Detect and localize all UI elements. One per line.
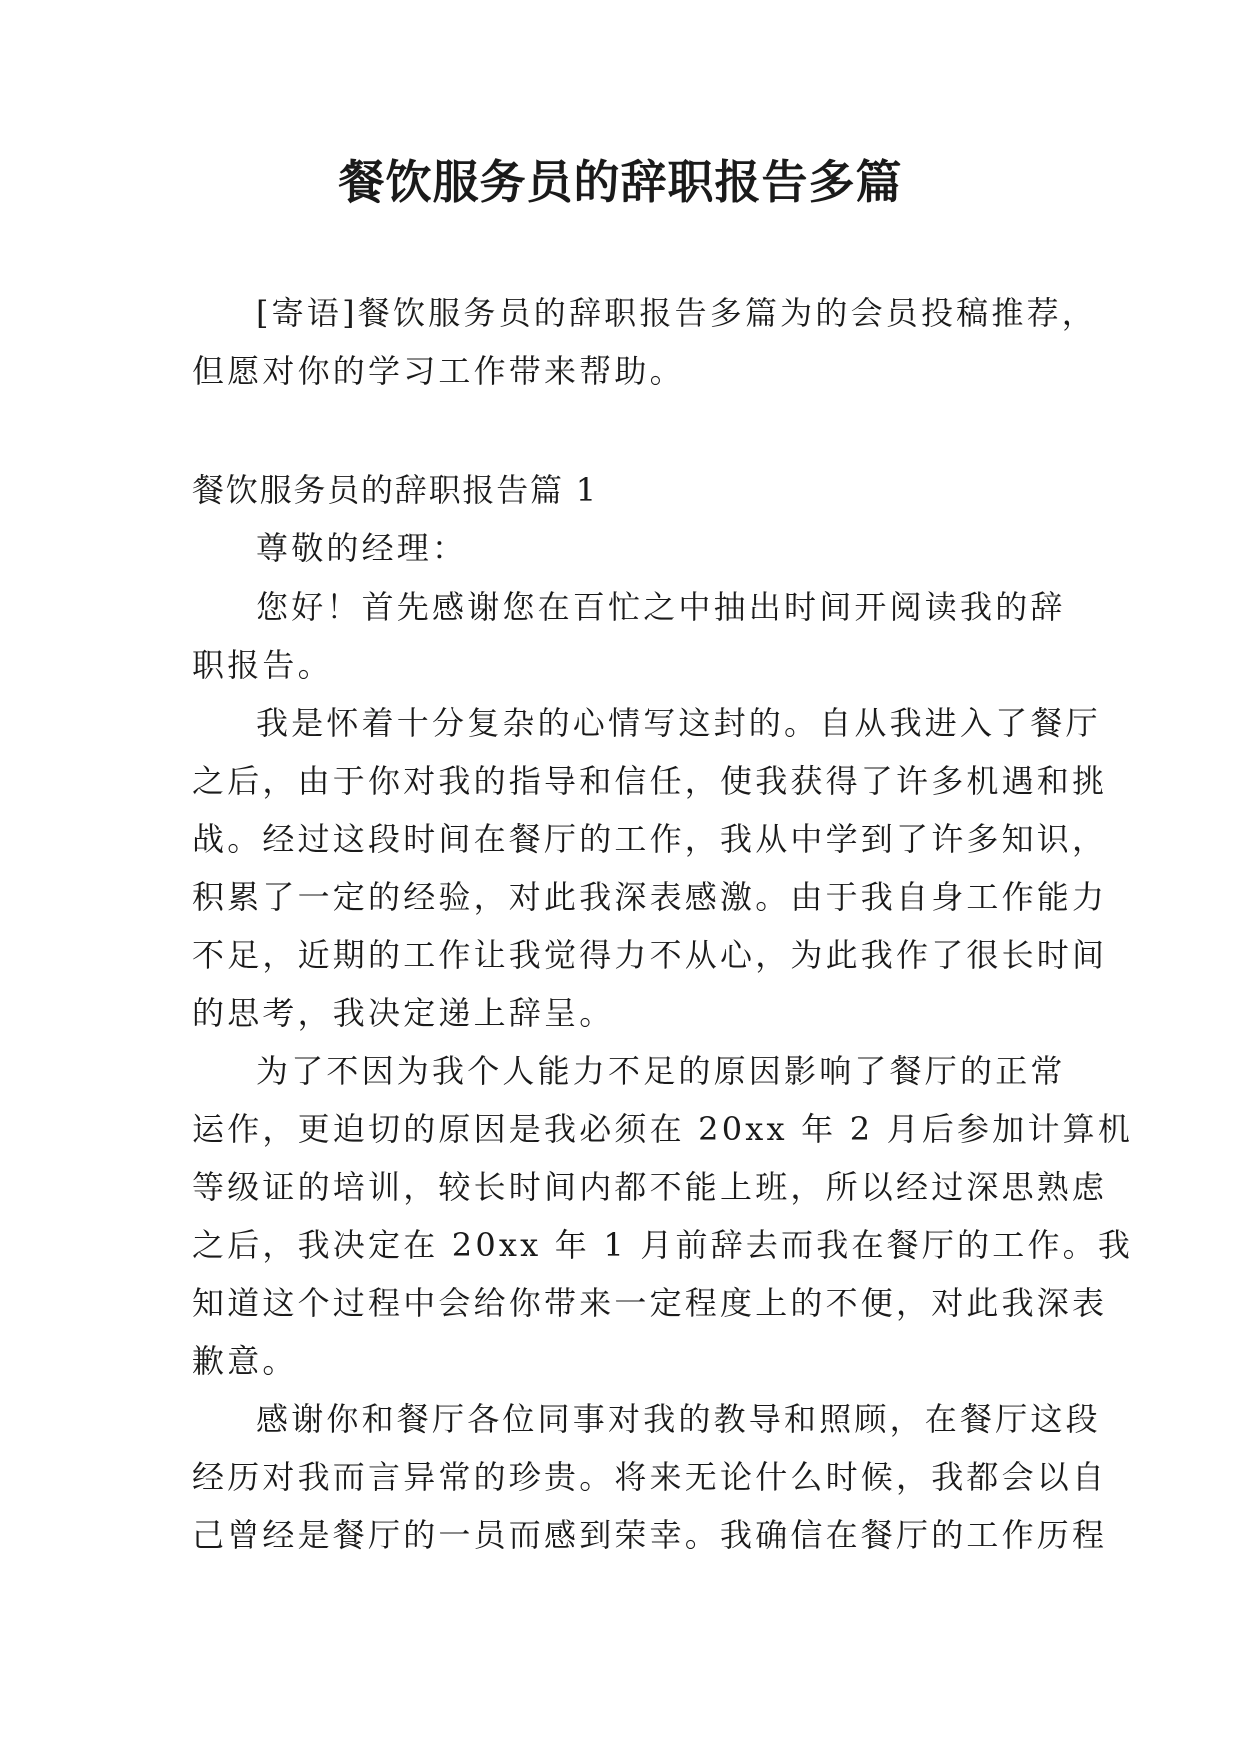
paragraph-line: 运作，更迫切的原因是我必须在 20xx 年 2 月后参加计算机 [192, 1110, 1134, 1148]
paragraph-line: 之后，我决定在 20xx 年 1 月前辞去而我在餐厅的工作。我 [192, 1226, 1134, 1264]
paragraph-line: 为了不因为我个人能力不足的原因影响了餐厅的正常 [256, 1052, 1066, 1090]
paragraph-line: 积累了一定的经验，对此我深表感激。由于我自身工作能力 [192, 878, 1108, 916]
document-title: 餐饮服务员的辞职报告多篇 [338, 155, 903, 209]
paragraph-line: 您好！首先感谢您在百忙之中抽出时间开阅读我的辞 [256, 588, 1066, 626]
paragraph-line: 知道这个过程中会给你带来一定程度上的不便，对此我深表 [192, 1284, 1108, 1322]
paragraph-line: 己曾经是餐厅的一员而感到荣幸。我确信在餐厅的工作历程 [192, 1516, 1108, 1554]
intro-line: 但愿对你的学习工作带来帮助。 [192, 352, 685, 390]
paragraph-line: 之后，由于你对我的指导和信任，使我获得了许多机遇和挑 [192, 762, 1108, 800]
paragraph-line: 不足，近期的工作让我觉得力不从心，为此我作了很长时间 [192, 936, 1108, 974]
paragraph-line: 歉意。 [192, 1342, 298, 1380]
salutation: 尊敬的经理： [256, 529, 468, 567]
paragraph-line: 职报告。 [192, 646, 333, 684]
paragraph-line: 的思考，我决定递上辞呈。 [192, 994, 615, 1032]
paragraph-line: 我是怀着十分复杂的心情写这封的。自从我进入了餐厅 [256, 704, 1101, 742]
paragraph-line: 战。经过这段时间在餐厅的工作，我从中学到了许多知识， [192, 820, 1108, 858]
section-heading: 餐饮服务员的辞职报告篇 1 [192, 471, 598, 509]
intro-line: [寄语]餐饮服务员的辞职报告多篇为的会员投稿推荐， [256, 294, 1097, 332]
paragraph-line: 感谢你和餐厅各位同事对我的教导和照顾，在餐厅这段 [256, 1400, 1101, 1438]
paragraph-line: 等级证的培训，较长时间内都不能上班，所以经过深思熟虑 [192, 1168, 1108, 1206]
paragraph-line: 经历对我而言异常的珍贵。将来无论什么时候，我都会以自 [192, 1458, 1108, 1496]
